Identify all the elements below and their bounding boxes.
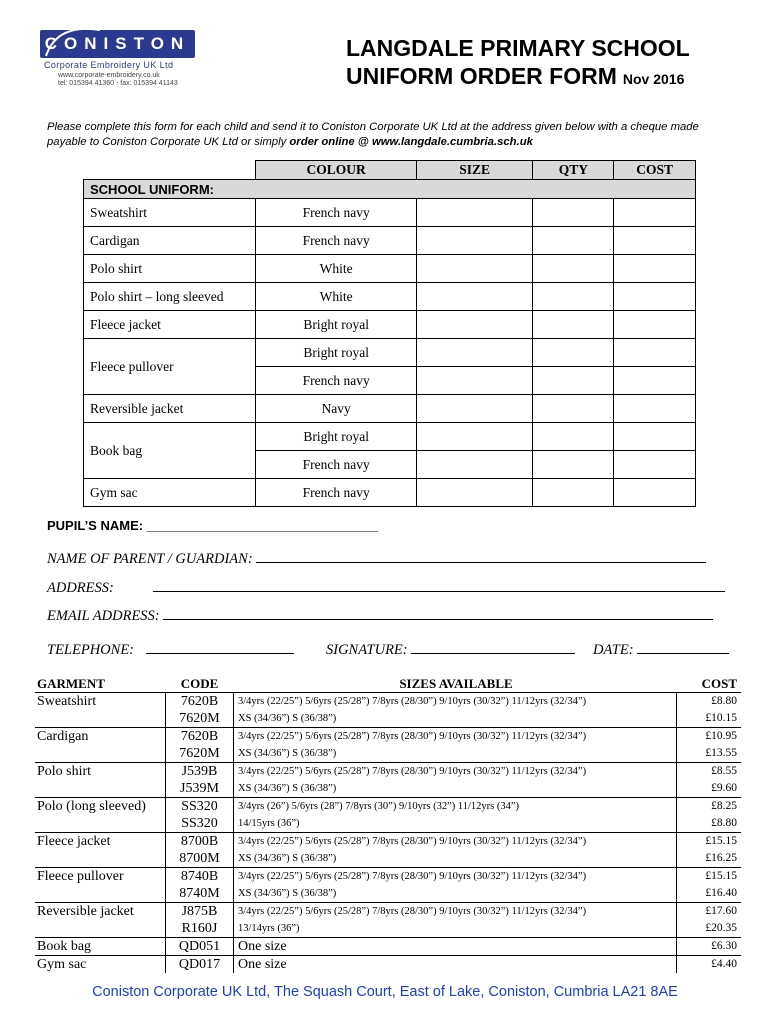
parent-input-line[interactable] — [256, 550, 706, 563]
price-row — [35, 798, 741, 816]
price-cost: £10.15 — [677, 710, 742, 728]
price-garment — [35, 745, 166, 763]
size-input[interactable] — [416, 199, 533, 227]
price-garment — [35, 710, 166, 728]
header-sizes: SIZES AVAILABLE — [234, 675, 677, 693]
price-sizes: 3/4yrs (22/25”) 5/6yrs (25/28”) 7/8yrs (28/30”) 9/10yrs (30/32”) 11/12yrs (32/34”) — [234, 903, 677, 921]
intro-online-link[interactable]: order online @ www.langdale.cumbria.sch.uk — [289, 136, 533, 148]
logo-telephone: tel: 015394 41360 - fax: 015394 41143 — [58, 80, 178, 87]
garment-colour: Bright royal — [256, 311, 416, 339]
header-colour: COLOUR — [256, 161, 416, 180]
form-title — [346, 34, 690, 93]
price-garment — [35, 850, 166, 868]
garment-colour: French navy — [256, 451, 416, 479]
size-input[interactable] — [416, 283, 533, 311]
header-qty: QTY — [533, 161, 614, 180]
price-sizes: XS (34/36”) S (36/38”) — [234, 850, 677, 868]
order-row — [84, 255, 696, 283]
garment-colour: French navy — [256, 227, 416, 255]
size-input[interactable] — [416, 479, 533, 507]
date-input-line[interactable] — [637, 641, 729, 654]
telephone-label: TELEPHONE: — [47, 642, 134, 658]
qty-input[interactable] — [533, 367, 614, 395]
price-code: 8740M — [166, 885, 234, 903]
price-garment — [35, 780, 166, 798]
order-table-header — [84, 161, 696, 180]
logo-brand: CONISTON — [44, 34, 191, 53]
price-sizes: 3/4yrs (22/25”) 5/6yrs (25/28”) 7/8yrs (28/30”) 9/10yrs (30/32”) 11/12yrs (32/34”) — [234, 868, 677, 886]
parent-label: NAME OF PARENT / GUARDIAN: — [47, 551, 253, 567]
price-row — [35, 868, 741, 886]
telephone-input-line[interactable] — [146, 641, 294, 654]
order-table — [83, 160, 696, 507]
price-cost: £8.25 — [711, 800, 737, 812]
order-row — [84, 227, 696, 255]
price-sizes: XS (34/36”) S (36/38”) — [234, 780, 677, 798]
footer-address: Coniston Corporate UK Ltd, The Squash Court, East of Lake, Coniston, Cumbria LA21 8AE — [92, 984, 678, 1000]
qty-input[interactable] — [533, 255, 614, 283]
price-cost: £20.35 — [677, 920, 742, 938]
size-input[interactable] — [416, 227, 533, 255]
size-input[interactable] — [416, 367, 533, 395]
price-garment: Sweatshirt — [35, 693, 166, 711]
parent-field[interactable] — [47, 550, 706, 568]
price-cost: £10.95 — [705, 730, 737, 742]
garment-name: Book bag — [84, 423, 256, 479]
price-code: 7620B — [166, 728, 234, 746]
garment-name: Polo shirt – long sleeved — [84, 283, 256, 311]
signature-field[interactable] — [326, 641, 575, 659]
price-sizes: XS (34/36”) S (36/38”) — [234, 745, 677, 763]
garment-name: Reversible jacket — [84, 395, 256, 423]
price-cost: £9.60 — [677, 780, 742, 798]
header-cost: COST — [614, 161, 696, 180]
order-row — [84, 479, 696, 507]
price-cost: £17.60 — [705, 905, 737, 917]
qty-input[interactable] — [533, 339, 614, 367]
price-row — [35, 780, 741, 798]
garment-colour: French navy — [256, 367, 416, 395]
order-row — [84, 395, 696, 423]
price-row — [35, 920, 741, 938]
price-row — [35, 938, 741, 956]
garment-name: Fleece pullover — [84, 339, 256, 395]
price-sizes: XS (34/36”) S (36/38”) — [234, 710, 677, 728]
price-cost: £16.40 — [677, 885, 742, 903]
header-size: SIZE — [416, 161, 533, 180]
price-row — [35, 956, 741, 974]
garment-colour: White — [256, 283, 416, 311]
cost-input[interactable] — [614, 339, 696, 367]
header-code: CODE — [166, 675, 234, 693]
garment-colour: White — [256, 255, 416, 283]
price-sizes: 3/4yrs (22/25”) 5/6yrs (25/28”) 7/8yrs (28/30”) 9/10yrs (30/32”) 11/12yrs (32/34”) — [234, 833, 677, 851]
pupil-name-field[interactable]: PUPIL’S NAME: ________________________________ — [47, 518, 379, 533]
garment-name: Gym sac — [84, 479, 256, 507]
address-label: ADDRESS: — [47, 580, 114, 596]
price-sizes: 14/15yrs (36”) — [234, 815, 677, 833]
price-cost: £15.15 — [705, 835, 737, 847]
size-input[interactable] — [416, 395, 533, 423]
garment-colour: Bright royal — [256, 423, 416, 451]
price-garment: Gym sac — [35, 956, 166, 974]
email-input-line[interactable] — [163, 607, 713, 620]
price-row — [35, 763, 741, 781]
cost-input[interactable] — [614, 227, 696, 255]
price-cost: £6.30 — [677, 938, 742, 956]
cost-input[interactable] — [614, 367, 696, 395]
garment-colour: French navy — [256, 479, 416, 507]
cost-input[interactable] — [614, 423, 696, 451]
coniston-logo — [40, 26, 200, 96]
order-row — [84, 199, 696, 227]
price-code: 8700M — [166, 850, 234, 868]
price-code: 7620B — [166, 693, 234, 711]
price-code: SS320 — [166, 798, 234, 816]
intro-text — [47, 120, 727, 150]
qty-input[interactable] — [533, 199, 614, 227]
price-sizes: One size — [234, 956, 677, 974]
header-garment: GARMENT — [35, 675, 166, 693]
price-row — [35, 728, 741, 746]
order-row — [84, 283, 696, 311]
price-row — [35, 833, 741, 851]
email-field[interactable] — [47, 607, 713, 625]
price-cost: £13.55 — [677, 745, 742, 763]
header-blank — [84, 161, 256, 180]
order-row — [84, 311, 696, 339]
price-row — [35, 850, 741, 868]
size-input[interactable] — [416, 423, 533, 451]
price-garment: Reversible jacket — [35, 903, 166, 921]
date-label: DATE: — [593, 642, 634, 658]
logo-website: www.corporate-embroidery.co.uk — [58, 72, 160, 79]
price-row — [35, 710, 741, 728]
price-sizes: 3/4yrs (26”) 5/6yrs (28”) 7/8yrs (30”) 9/10yrs (32”) 11/12yrs (34”) — [234, 798, 677, 816]
size-input[interactable] — [416, 339, 533, 367]
price-code: SS320 — [166, 815, 234, 833]
qty-input[interactable] — [533, 227, 614, 255]
garment-colour: Navy — [256, 395, 416, 423]
price-row — [35, 693, 741, 711]
price-garment: Polo shirt — [35, 763, 166, 781]
signature-input-line[interactable] — [411, 641, 575, 654]
order-row — [84, 339, 696, 367]
price-code: J539M — [166, 780, 234, 798]
section-row — [84, 180, 696, 199]
price-code: 7620M — [166, 745, 234, 763]
garment-name: Polo shirt — [84, 255, 256, 283]
price-cost: £15.15 — [705, 870, 737, 882]
price-sizes: 13/14yrs (36”) — [234, 920, 677, 938]
price-code: R160J — [166, 920, 234, 938]
price-cost: £8.55 — [711, 765, 737, 777]
cost-input[interactable] — [614, 283, 696, 311]
garment-name: Cardigan — [84, 227, 256, 255]
size-input[interactable] — [416, 255, 533, 283]
size-input[interactable] — [416, 311, 533, 339]
price-cost: £8.80 — [711, 695, 737, 707]
cost-input[interactable] — [614, 451, 696, 479]
title-line1: LANGDALE PRIMARY SCHOOL — [346, 35, 690, 61]
price-sizes: 3/4yrs (22/25”) 5/6yrs (25/28”) 7/8yrs (28/30”) 9/10yrs (30/32”) 11/12yrs (32/34”) — [234, 728, 677, 746]
qty-input[interactable] — [533, 423, 614, 451]
title-date: Nov 2016 — [622, 71, 685, 87]
size-input[interactable] — [416, 451, 533, 479]
section-title: SCHOOL UNIFORM: — [84, 180, 696, 199]
price-code: J875B — [166, 903, 234, 921]
intro-instructions: Please complete this form for each child and send it to Coniston Corporate UK Ltd at the address given below with a cheque made payable to Coniston Corporate UK Ltd or simply — [47, 121, 699, 148]
address-input-line[interactable] — [153, 579, 725, 592]
price-row — [35, 745, 741, 763]
price-sizes: XS (34/36”) S (36/38”) — [234, 885, 677, 903]
price-cost: £4.40 — [711, 958, 737, 970]
qty-input[interactable] — [533, 311, 614, 339]
price-sizes: 3/4yrs (22/25”) 5/6yrs (25/28”) 7/8yrs (28/30”) 9/10yrs (30/32”) 11/12yrs (32/34”) — [234, 763, 677, 781]
cost-input[interactable] — [614, 311, 696, 339]
garment-colour: Bright royal — [256, 339, 416, 367]
signature-label: SIGNATURE: — [326, 642, 408, 658]
logo-subtitle: Corporate Embroidery UK Ltd — [44, 60, 174, 70]
garment-name: Sweatshirt — [84, 199, 256, 227]
cost-input[interactable] — [614, 199, 696, 227]
price-sizes: 3/4yrs (22/25”) 5/6yrs (25/28”) 7/8yrs (28/30”) 9/10yrs (30/32”) 11/12yrs (32/34”) — [234, 693, 677, 711]
price-cost: £8.80 — [677, 815, 742, 833]
price-garment — [35, 920, 166, 938]
qty-input[interactable] — [533, 451, 614, 479]
qty-input[interactable] — [533, 395, 614, 423]
price-code: 7620M — [166, 710, 234, 728]
garment-colour: French navy — [256, 199, 416, 227]
garment-name: Fleece jacket — [84, 311, 256, 339]
date-field[interactable] — [593, 641, 729, 659]
cost-input[interactable] — [614, 255, 696, 283]
price-row — [35, 903, 741, 921]
price-row — [35, 885, 741, 903]
price-garment — [35, 885, 166, 903]
order-row — [84, 423, 696, 451]
title-line2 — [346, 62, 690, 93]
price-table-header — [35, 675, 741, 693]
price-table — [35, 675, 741, 973]
price-code: 8700B — [166, 833, 234, 851]
price-code: QD051 — [166, 938, 234, 956]
price-garment: Fleece jacket — [35, 833, 166, 851]
price-code: QD017 — [166, 956, 234, 974]
cost-input[interactable] — [614, 479, 696, 507]
telephone-field[interactable] — [47, 641, 294, 659]
price-code: J539B — [166, 763, 234, 781]
price-garment: Fleece pullover — [35, 868, 166, 886]
cost-input[interactable] — [614, 395, 696, 423]
price-sizes: One size — [234, 938, 677, 956]
address-field[interactable] — [47, 579, 725, 597]
email-label: EMAIL ADDRESS: — [47, 608, 160, 624]
price-cost: £16.25 — [677, 850, 742, 868]
header-cost: COST — [677, 675, 742, 693]
qty-input[interactable] — [533, 479, 614, 507]
price-code: 8740B — [166, 868, 234, 886]
price-garment: Polo (long sleeved) — [35, 798, 166, 816]
price-garment: Cardigan — [35, 728, 166, 746]
price-garment: Book bag — [35, 938, 166, 956]
price-garment — [35, 815, 166, 833]
price-row — [35, 815, 741, 833]
qty-input[interactable] — [533, 283, 614, 311]
title-line2-text: UNIFORM ORDER FORM — [346, 63, 617, 89]
